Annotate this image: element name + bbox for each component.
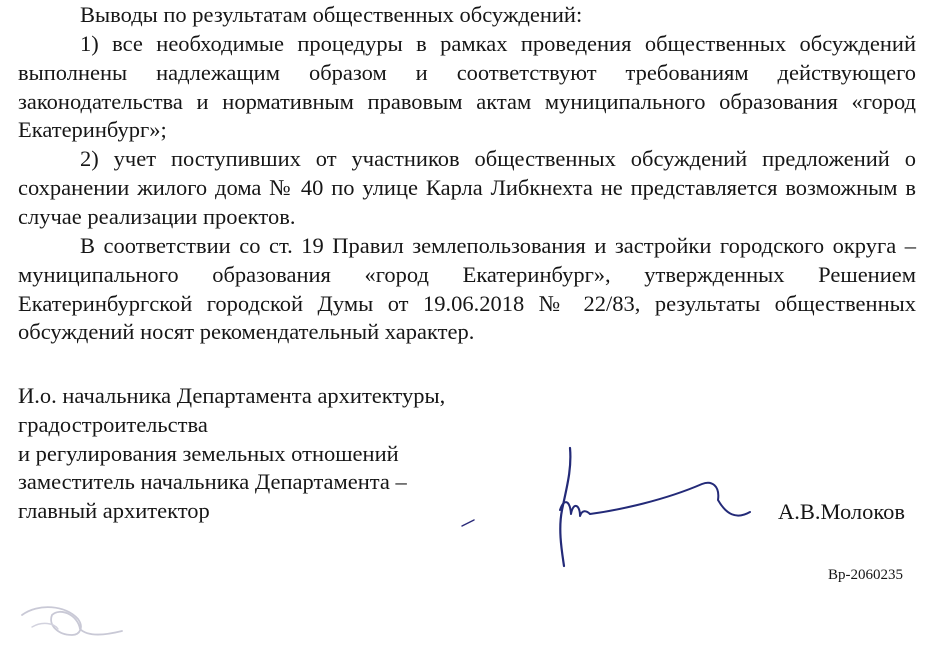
conclusion-item-2: 2) учет поступивших от участников общественных обсуждений предложений о сохранении жилого дома № 40 по улице Карла Либкнехта не представляется возможным в случае реализации проектов. [18, 146, 916, 229]
signer-position-line: заместитель начальника Департамента – [18, 469, 407, 495]
conclusions-heading: Выводы по результатам общественных обсуждений: [80, 2, 583, 27]
signer-position-line: и регулирования земельных отношений [18, 440, 399, 466]
faint-signature-mark [18, 585, 128, 655]
legal-note-paragraph: В соответствии со ст. 19 Правил землепользования и застройки городского округа – муниципального образования «город Екатеринбург», утвержденных Решением Екатеринбургской городской Думы от 19.06.2018 № 22/83, результаты общественных обсуждений носят рекомендательный характер. [18, 233, 916, 345]
signer-position-line: И.о. начальника Департамента архитектуры, [18, 383, 446, 408]
handwritten-signature [450, 440, 780, 570]
signer-name: А.В.Молоков [778, 499, 906, 524]
conclusion-item-1: 1) все необходимые процедуры в рамках проведения общественных обсуждений выполнены надлежащим образом и соответствуют требованиям действующего законодательства и нормативным правовым актам муниципального образования «город Екатеринбург»; [18, 31, 916, 143]
document-number: Вр-2060235 [828, 567, 903, 583]
signer-position-line: градостроительства [18, 411, 208, 437]
signer-position [18, 382, 445, 526]
signer-position-line: главный архитектор [18, 498, 210, 524]
